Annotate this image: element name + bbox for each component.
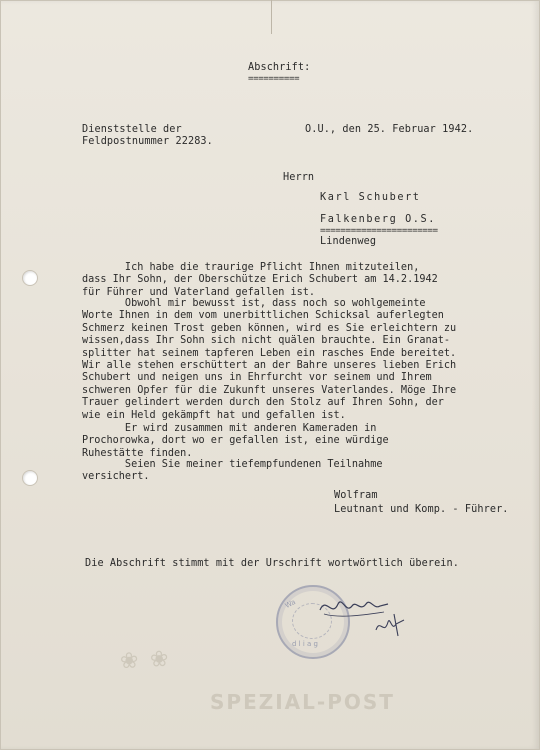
text-line: Obwohl mir bewusst ist, dass noch so wohlgemeinte [82, 298, 426, 309]
paragraph-condolence [82, 298, 492, 422]
paragraph-sympathy [82, 459, 492, 484]
signer-rank: Leutnant und Komp. - Führer. [334, 504, 509, 515]
text-line: Worte Ihnen in dem vom unerbittlichen Schicksal auferlegten [82, 310, 444, 322]
paragraph-burial [82, 423, 492, 460]
stamp-text-bottom: d l i a g [292, 640, 318, 648]
recipient-city: Falkenberg O.S. [320, 214, 437, 225]
text-line: dass Ihr Sohn, der Oberschütze Erich Schubert am 14.2.1942 [82, 274, 438, 286]
watermark-emblem: ❀ ❀ [119, 646, 172, 675]
fold-crease [271, 0, 272, 34]
paragraph-notification [82, 262, 492, 299]
salutation: Herrn [283, 172, 315, 183]
recipient-name: Karl Schubert [320, 192, 421, 203]
text-line: Ruhestätte finden. [82, 447, 193, 459]
punch-hole-top [22, 270, 38, 286]
stamp-text-top: Wa [283, 597, 298, 611]
text-line: versichert. [82, 471, 150, 483]
place-date: O.U., den 25. Februar 1942. [305, 124, 474, 135]
text-line: Trauer gelindert werden durch den Stolz auf Ihren Sohn, der [82, 397, 444, 409]
text-line: Seien Sie meiner tiefempfundenen Teilnahme [82, 459, 383, 470]
signer-name: Wolfram [334, 490, 378, 501]
text-line: schweren Opfer für die Zukunft unseres Vaterlandes. Möge Ihre [82, 384, 457, 396]
text-line: wie ein Held gekämpft hat und gefallen ist. [82, 409, 346, 421]
text-line: für Führer und Vaterland gefallen ist. [82, 286, 316, 298]
title-underline: ========== [248, 74, 300, 84]
recipient-street: Lindenweg [320, 236, 377, 247]
handwritten-signature [318, 592, 418, 642]
document-title: Abschrift: [248, 62, 311, 73]
text-line: splitter hat seinem tapferen Leben ein rasches Ende bereitet. [82, 347, 457, 359]
text-line: Schmerz keinen Trost geben können, wird es Sie erleichtern zu [82, 322, 457, 334]
text-line: Ich habe die traurige Pflicht Ihnen mitzuteilen, [82, 262, 420, 273]
text-line: Wir alle stehen erschüttert an der Bahre unseres lieben Erich [82, 360, 457, 372]
text-line: Prochorowka, dort wo er gefallen ist, eine würdige [82, 435, 389, 447]
text-line: Schubert und neigen uns in Ehrfurcht vor seinem und Ihrem [82, 372, 432, 384]
punch-hole-bottom [22, 470, 38, 486]
sender-line-1: Dienststelle der [82, 124, 182, 135]
text-line: wissen,dass Ihr Sohn sich nicht quälen brauchte. Ein Granat- [82, 335, 451, 347]
sender-line-2: Feldpostnummer 22283. [82, 136, 213, 147]
recipient-underline: ======================= [320, 226, 438, 236]
text-line: Er wird zusammen mit anderen Kameraden in [82, 423, 377, 434]
watermark-text: SPEZIAL-POST [210, 690, 395, 714]
certification-line: Die Abschrift stimmt mit der Urschrift wortwörtlich überein. [85, 558, 460, 569]
